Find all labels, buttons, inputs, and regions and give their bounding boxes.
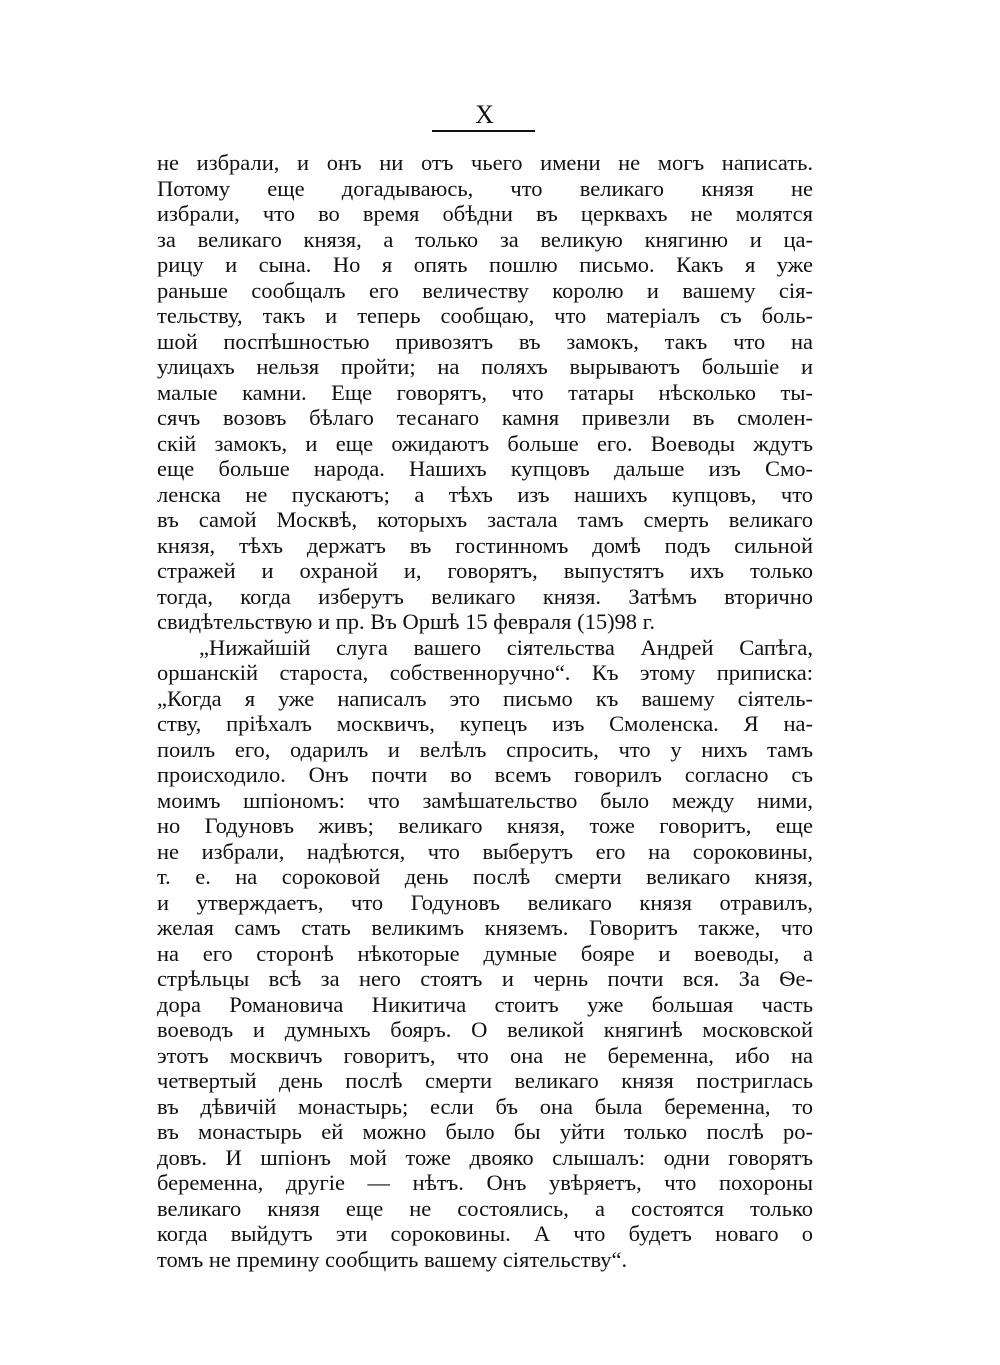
text-line: этотъ москвичъ говоритъ, что она не беременна, ибо на bbox=[157, 1042, 813, 1068]
text-line: четвертый день послѣ смерти великаго князя постриглась bbox=[157, 1068, 813, 1093]
text-line: томъ не премину сообщить вашему сіятельству“. bbox=[157, 1246, 628, 1272]
text-line: не избрали, надѣются, что выберутъ его на сороковины, bbox=[157, 838, 813, 864]
text-line: рицу и сына. Но я опять пошлю письмо. Какъ я уже bbox=[157, 252, 813, 277]
text-line: поилъ его, одарилъ и велѣлъ спросить, что у нихъ тамъ bbox=[157, 736, 813, 762]
text-line: моимъ шпіономъ: что замѣшательство было между ними, bbox=[157, 787, 813, 813]
text-line: раньше сообщалъ его величеству королю и вашему сія- bbox=[157, 277, 813, 303]
text-line: тогда, когда изберутъ великаго князя. Затѣмъ вторично bbox=[157, 583, 813, 609]
text-line: въ самой Москвѣ, которыхъ застала тамъ смерть великаго bbox=[157, 507, 813, 532]
text-line: „Нижайшій слуга вашего сіятельства Андрей Сапѣга, bbox=[199, 634, 813, 660]
text-line: дора Романовича Никитича стоитъ уже большая часть bbox=[157, 991, 813, 1017]
text-line: тельству, такъ и теперь сообщаю, что матеріалъ съ боль- bbox=[157, 303, 813, 328]
text-line: князя, тѣхъ держатъ въ гостинномъ домѣ подъ сильной bbox=[157, 532, 813, 558]
text-line: избрали, что во время обѣдни въ церквахъ не молятся bbox=[157, 201, 813, 226]
text-line: стражей и охраной и, говорятъ, выпустятъ ихъ только bbox=[157, 558, 813, 583]
text-line: желая самъ стать великимъ княземъ. Говоритъ также, что bbox=[157, 915, 813, 940]
text-line: на его сторонѣ нѣкоторые думные бояре и воеводы, а bbox=[157, 940, 813, 966]
text-line: и утверждаетъ, что Годуновъ великаго князя отравилъ, bbox=[157, 889, 813, 915]
text-line: скій замокъ, и еще ожидаютъ больше его. Воеводы ждутъ bbox=[157, 430, 813, 456]
text-line: беременна, другіе — нѣтъ. Онъ увѣряетъ, что похороны bbox=[157, 1170, 813, 1195]
text-line: когда выйдутъ эти сороковины. А что будетъ новаго о bbox=[157, 1221, 813, 1246]
text-line: стрѣльцы всѣ за него стоятъ и чернь почти вся. За Ѳе- bbox=[157, 966, 813, 991]
text-line: великаго князя еще не состоялись, а состоятся только bbox=[157, 1195, 813, 1221]
text-line: еще больше народа. Нашихъ купцовъ дальше изъ Смо- bbox=[157, 456, 813, 481]
text-line: довъ. И шпіонъ мой тоже двояко слышалъ: одни говорятъ bbox=[157, 1144, 813, 1170]
text-line: т. е. на сороковой день послѣ смерти великаго князя, bbox=[157, 864, 813, 889]
text-line: малые камни. Еще говорятъ, что татары нѣсколько ты- bbox=[157, 379, 813, 405]
text-line: шой поспѣшностью привозятъ въ замокъ, такъ что на bbox=[157, 328, 813, 354]
text-line: улицахъ нельзя пройти; на поляхъ вырываютъ большіе и bbox=[157, 354, 813, 379]
text-line: воеводъ и думныхъ бояръ. О великой княгинѣ московской bbox=[157, 1017, 813, 1042]
text-line: „Когда я уже написалъ это письмо къ вашему сіятель- bbox=[157, 685, 813, 711]
text-line: но Годуновъ живъ; великаго князя, тоже говоритъ, еще bbox=[157, 813, 813, 838]
text-line: въ монастырь ей можно было бы уйти только послѣ ро- bbox=[157, 1119, 813, 1144]
text-line: не избрали, и онъ ни отъ чьего имени не могъ написать. bbox=[157, 150, 813, 175]
text-line: происходило. Онъ почти во всемъ говорилъ согласно съ bbox=[157, 762, 813, 787]
text-line: за великаго князя, а только за великую княгиню и ца- bbox=[157, 226, 813, 252]
text-line: свидѣтельствую и пр. Въ Оршѣ 15 февраля (15)98 г. bbox=[157, 609, 655, 634]
page-number-rule bbox=[432, 130, 535, 132]
text-line: ленска не пускаютъ; а тѣхъ изъ нашихъ купцовъ, что bbox=[157, 481, 813, 507]
text-line: ству, пріѣхалъ москвичъ, купецъ изъ Смоленска. Я на- bbox=[157, 711, 813, 736]
text-line: Потому еще догадываюсь, что великаго князя не bbox=[157, 175, 813, 201]
page-number: X bbox=[475, 100, 495, 129]
text-line: оршанскій староста, собственноручно“. Къ этому приписка: bbox=[157, 660, 813, 685]
body-text bbox=[157, 150, 813, 1272]
text-line: сячъ возовъ бѣлаго тесанаго камня привезли въ смолен- bbox=[157, 405, 813, 430]
text-line: въ дѣвичій монастырь; если бъ она была беременна, то bbox=[157, 1093, 813, 1119]
